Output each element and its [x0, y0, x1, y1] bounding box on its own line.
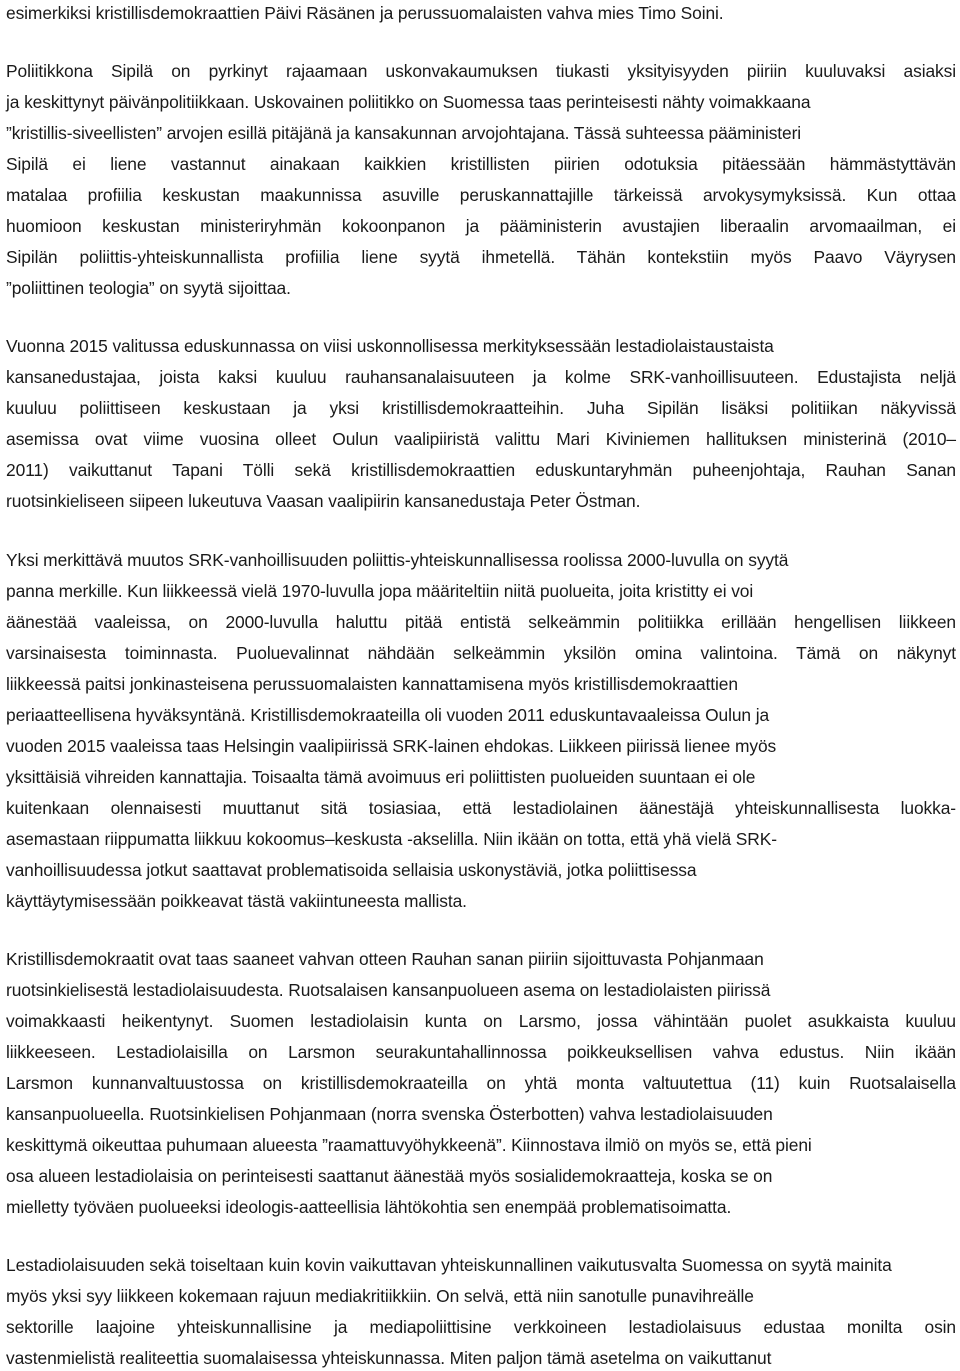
text-line: Poliitikkona Sipilä on pyrkinyt rajaamaan uskonvakaumuksen tiukasti yksityisyyden piiriin kuuluvaksi asiaksi — [6, 61, 956, 81]
text-line: mielletty työväen puolueeksi ideologis-aatteellisia lähtökohtia sen enempää problematisoimatta. — [6, 1197, 732, 1217]
text-line: esimerkiksi kristillisdemokraattien Päivi Räsänen ja perussuomalaisten vahva mies Timo Soini. — [6, 3, 724, 23]
text-line: varsinaisesta toiminnasta. Puoluevalinnat nähdään selkeämmin yksilön omina valintoina. Tämä on näkynyt — [6, 643, 956, 663]
text-line: 2011) vaikuttanut Tapani Tölli sekä kristillisdemokraattien eduskuntaryhmän puheenjohtaja, Rauhan Sanan — [6, 460, 956, 480]
text-line: Kristillisdemokraatit ovat taas saaneet vahvan otteen Rauhan sanan piiriin sijoittuvasta Pohjanmaan — [6, 949, 764, 969]
text-line: myös yksi syy liikkeen kokemaan rajuun mediakritiikkiin. On selvä, että niin sanotulle punavihreälle — [6, 1286, 754, 1306]
text-line: käyttäytymisessään poikkeavat tästä vakiintuneesta mallista. — [6, 891, 467, 911]
text-line: liikkeeseen. Lestadiolaisilla on Larsmon seurakuntahallinnossa poikkeuksellisen vahva edustus. Niin ikään — [6, 1042, 956, 1062]
text-line: yksittäisiä vihreiden kannattajia. Toisaalta tämä avoimuus eri poliittisten puolueiden suuntaan ei ole — [6, 767, 756, 787]
text-line: asemissa ovat viime vuosina olleet Oulun vaalipiiristä valittu Mari Kiviniemen hallituksen ministerinä (2010– — [6, 429, 956, 449]
text-line: Sipilä ei liene vastannut ainakaan kaikkien kristillisten piirien odotuksia pitäessään hämmästyttävän — [6, 154, 956, 174]
text-line: Larsmon kunnanvaltuustossa on kristillisdemokraateilla on yhtä monta valtuutettua (11) kuin Ruotsalaisella — [6, 1073, 956, 1093]
text-line: Sipilän poliittis-yhteiskunnallista profiilia liene syytä ihmetellä. Tähän kontekstiin myös Paavo Väyrysen — [6, 247, 956, 267]
text-line: panna merkille. Kun liikkeessä vielä 1970-luvulla jopa määriteltiin niitä puolueita, joita kristitty ei voi — [6, 581, 754, 601]
text-line: osa alueen lestadiolaisia on perinteisesti saattanut äänestää myös sosialidemokraatteja, koska se on — [6, 1166, 773, 1186]
text-line: ruotsinkieliseen siipeen lukeutuva Vaasan vaalipiirin kansanedustaja Peter Östman. — [6, 491, 641, 511]
text-line: Lestadiolaisuuden sekä toiseltaan kuin kovin vaikuttavan yhteiskunnallinen vaikutusvalta Suomessa on syytä mainita — [6, 1255, 892, 1275]
text-line: ruotsinkielisestä lestadiolaisuudesta. Ruotsalaisen kansanpuolueen asema on lestadiolaisten piirissä — [6, 980, 771, 1000]
text-line: vastenmielistä realiteettia suomalaisessa yhteiskunnassa. Miten paljon tämä asetelma on vaikuttanut — [6, 1348, 772, 1368]
text-line: Yksi merkittävä muutos SRK-vanhoillisuuden poliittis-yhteiskunnallisessa roolissa 2000-luvulla on syytä — [6, 550, 789, 570]
text-line: ”poliittinen teologia” on syytä sijoittaa. — [6, 278, 291, 298]
text-line: huomioon keskustan ministeriryhmän kokoonpanon ja pääministerin avustajien liberaalin arvomaailman, ei — [6, 216, 956, 236]
text-line: kuitenkaan olennaisesti muuttanut sitä tosiasiaa, että lestadiolainen äänestäjä yhteiskunnallisesta luokka- — [6, 798, 956, 818]
text-line: kuuluu poliittiseen keskustaan ja yksi kristillisdemokraatteihin. Juha Sipilän lisäksi politiikan näkyvissä — [6, 398, 956, 418]
text-line: ja keskittynyt päivänpolitiikkaan. Uskovainen poliitikko on Suomessa taas perinteisesti nähty voimakkaana — [6, 92, 811, 112]
text-line: ”kristillis-siveellisten” arvojen esillä pitäjänä ja kansakunnan arvojohtajana. Tässä suhteessa pääministeri — [6, 123, 802, 143]
text-line: periaatteellisena hyväksyntänä. Kristillisdemokraateilla oli vuoden 2011 eduskuntavaaleissa Oulun ja — [6, 705, 770, 725]
text-line: äänestää vaaleissa, on 2000-luvulla haluttu pitää entistä selkeämmin politiikka erillään hengellisen liikkeen — [6, 612, 956, 632]
text-line: kansanpuolueella. Ruotsinkielisen Pohjanmaan (norra svenska Österbotten) vahva lestadiolaisuuden — [6, 1104, 773, 1124]
text-line: kansanedustajaa, joista kaksi kuuluu rauhansanalaisuuteen ja kolme SRK-vanhoillisuuteen. Edustajista neljä — [6, 367, 956, 387]
text-line: Vuonna 2015 valitussa eduskunnassa on viisi uskonnollisessa merkityksessään lestadiolaistaustaista — [6, 336, 774, 356]
text-line: vanhoillisuudessa jotkut saattavat problematisoida sellaisia uskonystäviä, jotka poliittisessa — [6, 860, 697, 880]
text-line: vuoden 2015 vaaleissa taas Helsingin vaalipiirissä SRK-lainen ehdokas. Liikkeen piirissä lienee myös — [6, 736, 777, 756]
text-line: asemastaan riippumatta liikkuu kokoomus–keskusta -akselilla. Niin ikään on totta, että yhä vielä SRK- — [6, 829, 777, 849]
text-line: voimakkaasti heikentynyt. Suomen lestadiolaisin kunta on Larsmo, jossa vähintään puolet asukkaista kuuluu — [6, 1011, 956, 1031]
text-line: matalaa profiilia keskustan maakunnissa asuville peruskannattajille tärkeissä arvokysymyksissä. Kun ottaa — [6, 185, 956, 205]
text-line: sektorille laajoine yhteiskunnallisine ja mediapoliittisine verkkoineen lestadiolaisuus edustaa monilta osin — [6, 1317, 956, 1337]
text-line: liikkeessä paitsi jonkinasteisena perussuomalaisten kannattamisena myös kristillisdemokraattien — [6, 674, 738, 694]
text-line: keskittymä oikeuttaa puhumaan alueesta ”raamattuvyöhykkeenä”. Kiinnostava ilmiö on myös se, että pieni — [6, 1135, 812, 1155]
